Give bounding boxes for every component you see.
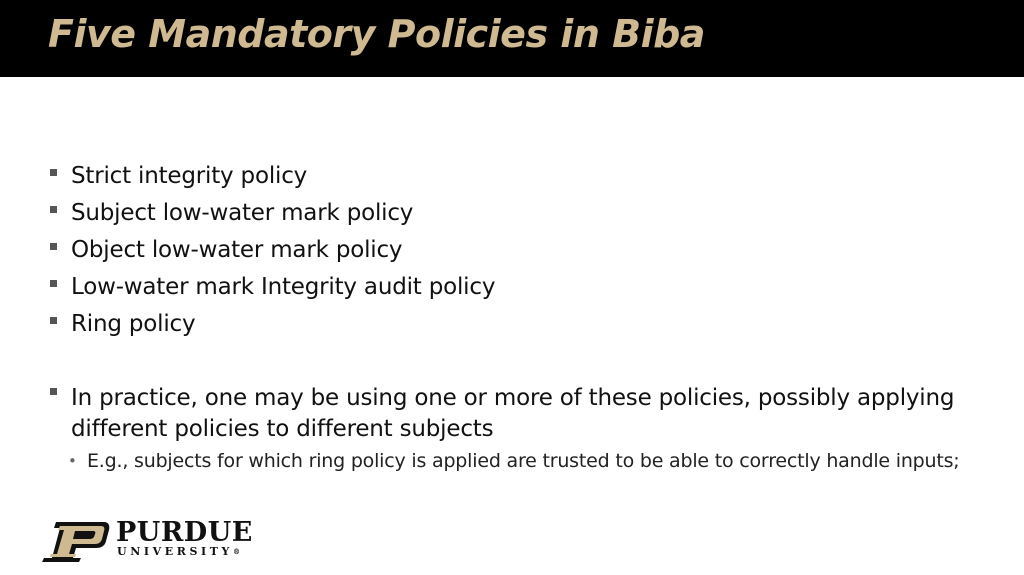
bullet-text: Object low-water mark policy [71,237,403,263]
square-bullet-icon [50,317,57,324]
square-bullet-icon [50,280,57,287]
bullet-item [48,269,978,306]
bullet-item [48,195,978,232]
purdue-p-motif-icon [38,520,110,562]
logo-university: UNIVERSITY [117,545,233,558]
slide-content [48,158,978,474]
bullet-item [48,306,978,343]
logo-wordmark: PURDUE [116,517,253,548]
round-bullet-icon: • [68,452,77,470]
square-bullet-icon [50,206,57,213]
bullet-item [48,158,978,195]
square-bullet-icon [50,169,57,176]
bullet-item [48,232,978,269]
sub-bullet-list [68,449,978,474]
logo-registered-mark: ® [232,547,240,556]
purdue-logo [38,518,253,562]
sub-bullet-item [48,449,978,474]
sub-bullet-text: E.g., subjects for which ring policy is applied are trusted to be able to correctly handle inputs; [87,450,960,472]
logo-subtitle [117,546,240,558]
bullet-list [48,158,978,474]
bullet-text: Subject low-water mark policy [71,200,414,226]
title-bar [0,0,1024,77]
bullet-text: Ring policy [71,311,196,337]
slide-title: Five Mandatory Policies in Biba [48,12,705,56]
square-bullet-icon [50,243,57,250]
bullet-text: In practice, one may be using one or more of these policies, possibly applying different policies to different subjects [71,385,955,442]
bullet-text: Strict integrity policy [71,163,308,189]
square-bullet-icon [50,388,57,395]
bullet-item-practice [48,380,978,474]
bullet-text: Low-water mark Integrity audit policy [71,274,496,300]
